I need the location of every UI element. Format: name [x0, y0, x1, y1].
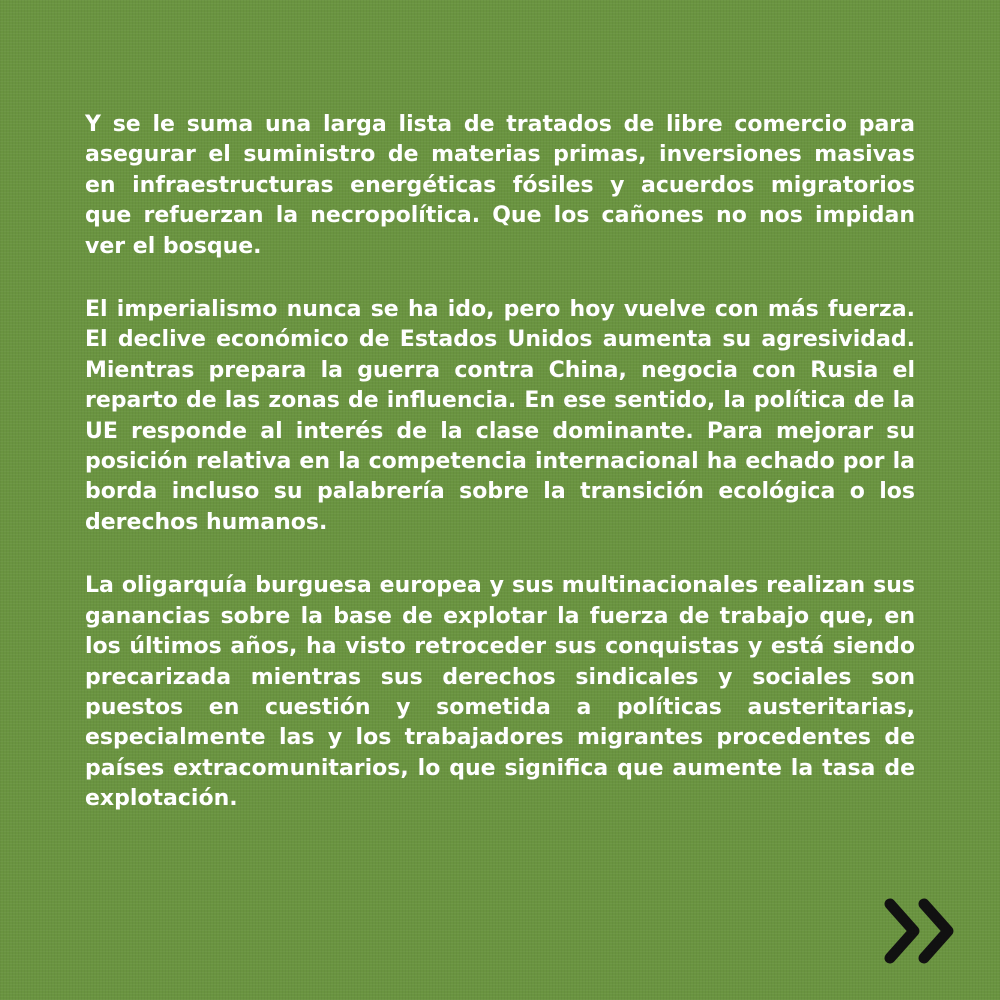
next-page-button[interactable]	[884, 898, 960, 964]
text-body	[85, 110, 915, 848]
paragraph-2: El imperialismo nunca se ha ido, pero hoy vuelve con más fuerza. El declive económico de Estados Unidos aumenta su agresividad. Mientras prepara la guerra contra China, negocia con Rusia el reparto de las zonas de influencia. En ese sentido, la política de la UE responde al interés de la clase dominante. Para mejorar su posición relativa en la competencia internacional ha echado por la borda incluso su palabrería sobre la transición ecológica o los derechos humanos.	[85, 297, 915, 535]
paragraph-1: Y se le suma una larga lista de tratados de libre comercio para asegurar el suministro de materias primas, inversiones masivas en infraestructuras energéticas fósiles y acuerdos migratorios que refuerzan la necropolítica. Que los cañones no nos impidan ver el bosque.	[85, 112, 915, 259]
double-chevron-right-icon	[884, 898, 960, 964]
paragraph-3: La oligarquía burguesa europea y sus multinacionales realizan sus ganancias sobre la base de explotar la fuerza de trabajo que, en los últimos años, ha visto retroceder sus conquistas y está siendo precarizada mientras sus derechos sindicales y sociales son puestos en cuestión y sometida a políticas austeritarias, especialmente las y los trabajadores migrantes procedentes de países extracomunitarios, lo que significa que aumente la tasa de explotación.	[85, 573, 915, 812]
